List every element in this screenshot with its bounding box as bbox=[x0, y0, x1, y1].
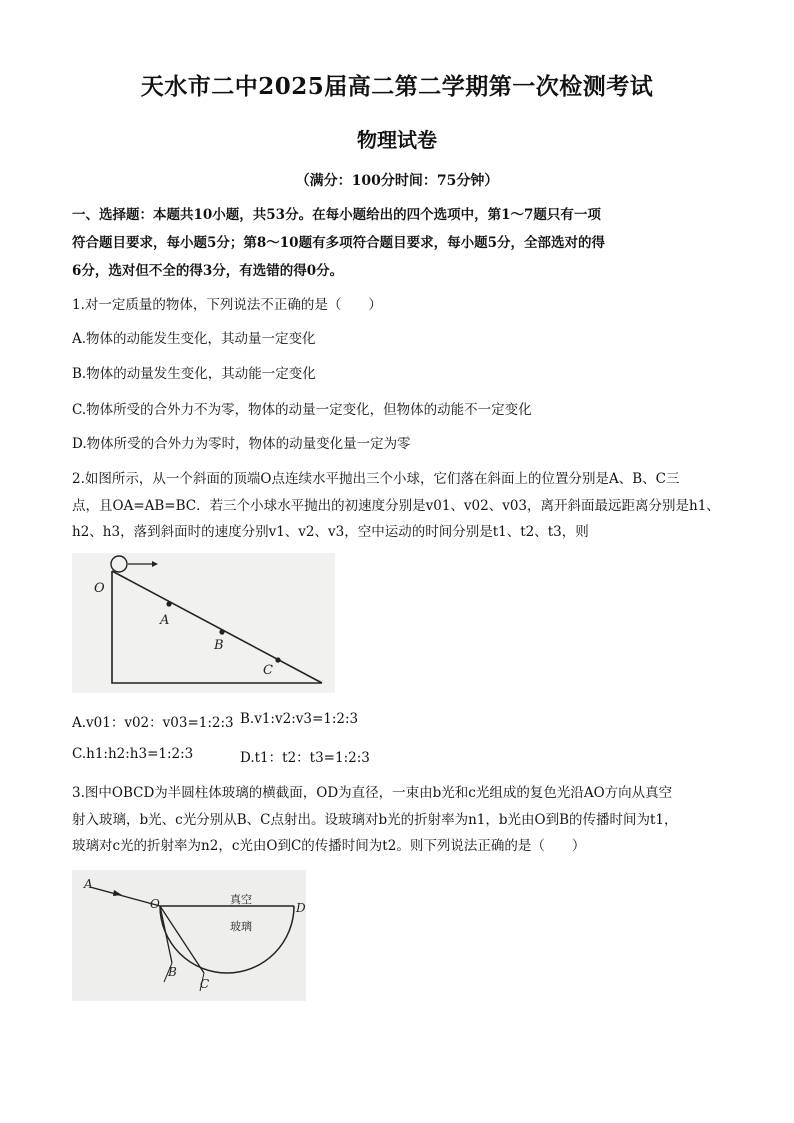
label-o: O bbox=[94, 581, 105, 596]
semicircle-diagram bbox=[72, 870, 306, 1001]
q2-stem-line-1: 2.如图所示，从一个斜面的顶端O点连续水平抛出三个小球，它们落在斜面上的位置分别是A、B、C三 bbox=[72, 471, 680, 487]
section-intro-line-2: 符合题目要求，每小题5分；第8～10题有多项符合题目要求，每小题5分，全部选对的得 bbox=[72, 235, 605, 251]
label-a: A bbox=[160, 613, 170, 628]
q3-stem-line-1: 3.图中OBCD为半圆柱体玻璃的横截面，OD为直径，一束由b光和c光组成的复色光沿AO方向从真空 bbox=[72, 785, 673, 801]
q2-stem-line-3: h2、h3，落到斜面时的速度分别v1、v2、v3，空中运动的时间分别是t1、t2、t3，则 bbox=[72, 524, 589, 540]
q1-stem: 1.对一定质量的物体，下列说法不正确的是（ ） bbox=[72, 297, 382, 313]
exam-title: 天水市二中2025届高二第二学期第一次检测考试 bbox=[140, 73, 654, 100]
section-intro-line-1: 一、选择题：本题共10小题，共53分。在每小题给出的四个选项中，第1～7题只有一项 bbox=[72, 207, 601, 223]
q3-stem-line-3: 玻璃对c光的折射率为n2，c光由O到C的传播时间为t2。则下列说法正确的是（ ） bbox=[72, 838, 586, 854]
q2-option-b: B.v1:v2:v3=1:2:3 bbox=[240, 711, 359, 727]
q1-option-d: D.物体所受的合外力为零时，物体的动量变化量一定为零 bbox=[72, 436, 411, 452]
q1-option-b: B.物体的动量发生变化，其动能一定变化 bbox=[72, 366, 316, 382]
subject-title: 物理试卷 bbox=[357, 128, 437, 152]
label-c: C bbox=[263, 663, 273, 678]
q2-incline-figure bbox=[72, 553, 335, 693]
q1-option-a: A.物体的动能发生变化，其动量一定变化 bbox=[72, 331, 316, 347]
label-c: C bbox=[200, 977, 210, 991]
q2-option-c: C.h1:h2:h3=1:2:3 bbox=[72, 746, 194, 762]
label-vacuum: 真空 bbox=[230, 893, 252, 906]
q3-stem-line-2: 射入玻璃，b光、c光分别从B、C点射出。设玻璃对b光的折射率为n1，b光由O到B的传播时间为t1， bbox=[72, 812, 678, 828]
q2-option-a: A.v01：v02：v03=1:2:3 bbox=[72, 715, 234, 731]
label-o: O bbox=[150, 897, 160, 911]
label-d: D bbox=[296, 901, 306, 915]
label-b: B bbox=[168, 965, 177, 979]
q2-stem-line-2: 点，且OA=AB=BC．若三个小球水平抛出的初速度分别是v01、v02、v03，离开斜面最远距离分别是h1、 bbox=[72, 498, 720, 514]
label-b: B bbox=[214, 638, 224, 653]
label-glass: 玻璃 bbox=[230, 920, 252, 933]
section-intro-line-3: 6分，选对但不全的得3分，有选错的得0分。 bbox=[72, 263, 344, 279]
q2-option-d: D.t1：t2：t3=1:2:3 bbox=[240, 750, 370, 766]
q3-semicircle-figure bbox=[72, 870, 306, 1001]
q1-option-c: C.物体所受的合外力不为零，物体的动量一定变化，但物体的动能不一定变化 bbox=[72, 402, 532, 418]
label-a: A bbox=[84, 877, 93, 891]
exam-meta: （满分：100分时间：75分钟） bbox=[295, 173, 499, 189]
incline-diagram bbox=[72, 553, 335, 693]
